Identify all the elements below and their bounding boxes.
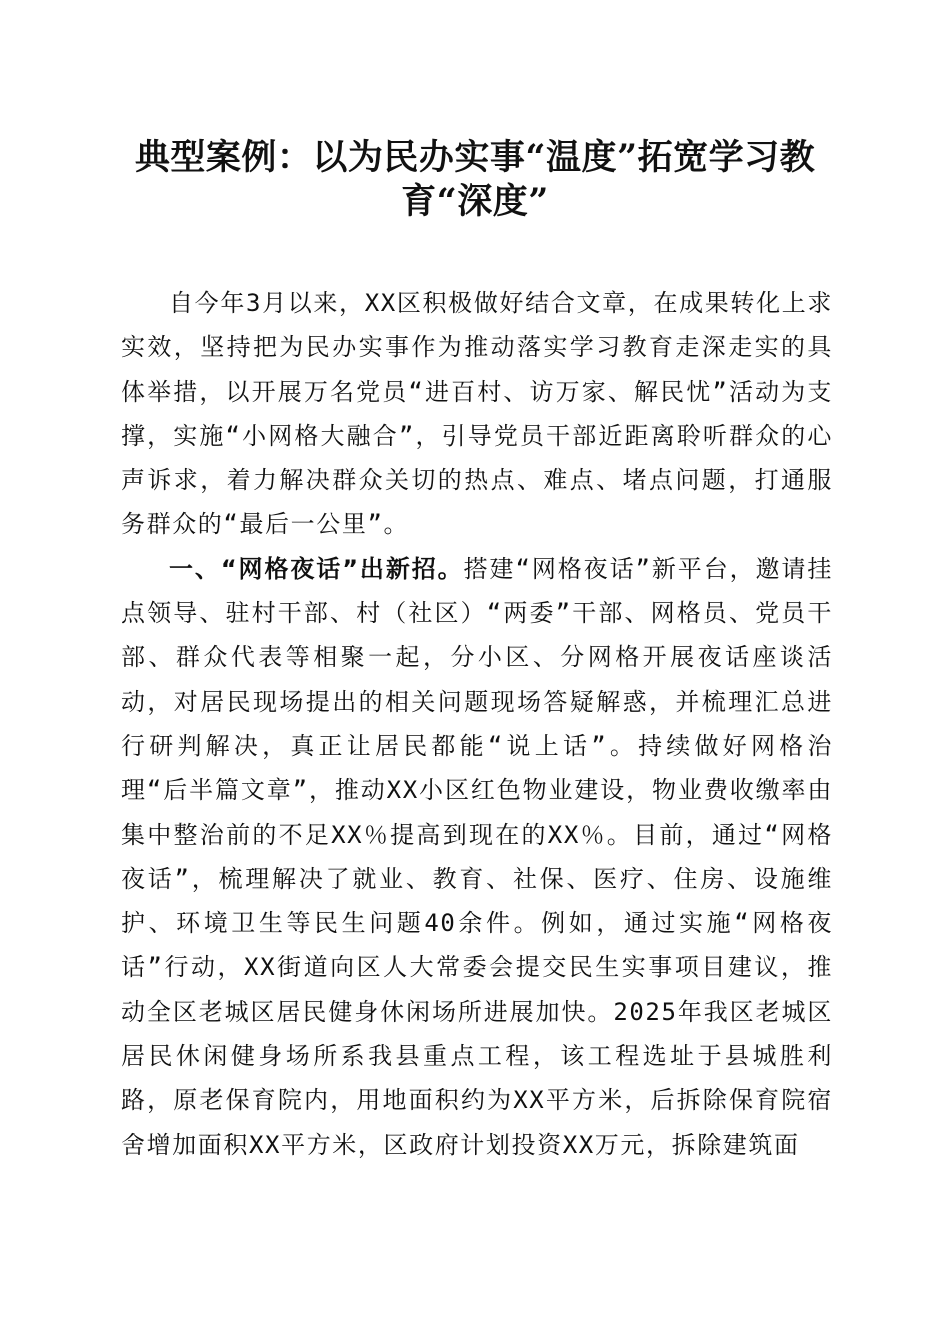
- paragraph-text: 搭建“网格夜话”新平台，邀请挂点领导、驻村干部、村（社区）“两委”干部、网格员、党员干部、群众代表等相聚一起，分小区、分网格开展夜话座谈活动，对居民现场提出的相关问题现场答疑解惑，并梳理汇总进行研判解决，真正让居民都能“说上话”。持续做好网格治理“后半篇文章”，推动XX小区红色物业建设，物业费收缴率由集中整治前的不足XX％提高到现在的XX％。目前，通过“网格夜话”，梳理解决了就业、教育、社保、医疗、住房、设施维护、环境卫生等民生问题40余件。例如，通过实施“网格夜话”行动，XX街道向区人大常委会提交民生实事项目建议，推动全区老城区居民健身休闲场所进展加快。2025年我区老城区居民休闲健身场所系我县重点工程，该工程选址于县城胜利路，原老保育院内，用地面积约为XX平方米，后拆除保育院宿舍增加面积XX平方米，区政府计划投资XX万元，拆除建筑面: [121, 554, 833, 1159]
- title-line-2: 育“深度”: [401, 181, 549, 222]
- section-heading: 一、“网格夜话”出新招。: [169, 554, 464, 583]
- section-paragraph: [121, 547, 833, 1167]
- document-body: [121, 281, 833, 1167]
- intro-paragraph: [121, 281, 833, 547]
- paragraph-text: 自今年3月以来，XX区积极做好结合文章，在成果转化上求实效，坚持把为民办实事作为推动落实学习教育走深走实的具体举措，以开展万名党员“进百村、访万家、解民忧”活动为支撑，实施“小网格大融合”，引导党员干部近距离聆听群众的心声诉求，着力解决群众关切的热点、难点、堵点问题，打通服务群众的“最后一公里”。: [121, 289, 833, 539]
- document-title: [100, 136, 850, 224]
- title-line-1: 典型案例：以为民办实事“温度”拓宽学习教: [134, 137, 816, 178]
